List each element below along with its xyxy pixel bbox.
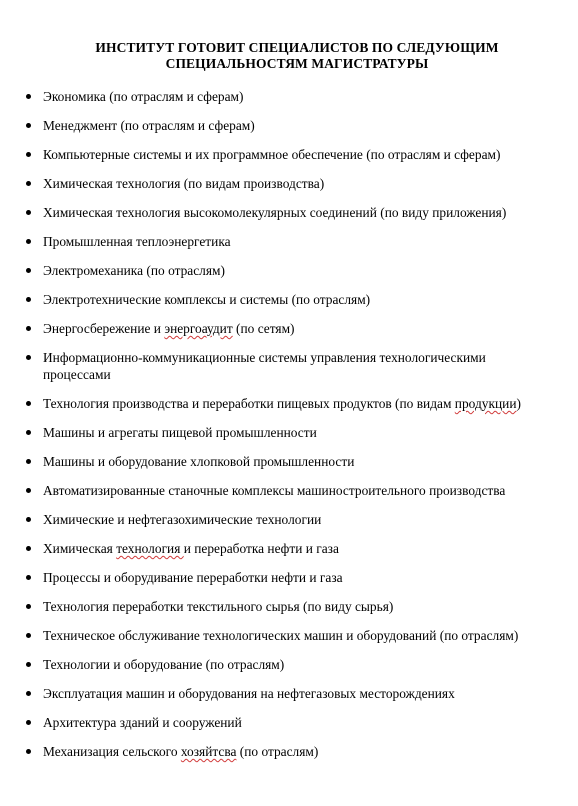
bullet-icon bbox=[26, 691, 31, 696]
specialty-text bbox=[43, 743, 318, 760]
bullet-icon bbox=[26, 268, 31, 273]
bullet-icon bbox=[26, 720, 31, 725]
specialty-text-part: Химическая bbox=[43, 541, 117, 556]
spellcheck-flagged-word: технология bbox=[116, 541, 184, 556]
specialty-text: Технологии и оборудование (по отраслям) bbox=[43, 657, 285, 672]
specialty-text: Автоматизированные станочные комплексы машиностроительного производства bbox=[43, 483, 506, 498]
specialty-text-part: (по сетям) bbox=[232, 321, 295, 336]
document-title-line-1: ИНСТИТУТ ГОТОВИТ СПЕЦИАЛИСТОВ ПО СЛЕДУЮЩИМ bbox=[95, 40, 499, 55]
specialty-text bbox=[43, 395, 521, 412]
specialty-text: Техническое обслуживание технологических машин и оборудований (по отраслям) bbox=[43, 628, 519, 643]
bullet-icon bbox=[26, 181, 31, 186]
specialty-text-part: Энергосбережение и bbox=[43, 321, 165, 336]
bullet-icon bbox=[26, 401, 31, 406]
specialty-text: Эксплуатация машин и оборудования на нефтегазовых месторождениях bbox=[43, 686, 455, 701]
bullet-icon bbox=[26, 575, 31, 580]
specialty-text-line-2: процессами bbox=[43, 367, 111, 382]
bullet-icon bbox=[26, 152, 31, 157]
specialty-text bbox=[43, 349, 486, 383]
specialty-text: Технология переработки текстильного сырья (по виду сырья) bbox=[43, 599, 394, 614]
specialty-text: Архитектура зданий и сооружений bbox=[43, 715, 242, 730]
specialty-text-part: Механизация сельского bbox=[43, 744, 181, 759]
specialty-text: Электротехнические комплексы и системы (по отраслям) bbox=[43, 292, 371, 307]
specialty-text-part: (по отраслям) bbox=[236, 744, 319, 759]
specialty-text: Экономика (по отраслям и сферам) bbox=[43, 89, 244, 104]
bullet-icon bbox=[26, 488, 31, 493]
document-title-line-2: СПЕЦИАЛЬНОСТЯМ МАГИСТРАТУРЫ bbox=[165, 56, 429, 71]
specialty-text-part: и переработка нефти и газа bbox=[183, 541, 339, 556]
specialty-text-part: ) bbox=[516, 396, 521, 411]
bullet-icon bbox=[26, 662, 31, 667]
bullet-icon bbox=[26, 749, 31, 754]
bullet-icon bbox=[26, 210, 31, 215]
bullet-icon bbox=[26, 297, 31, 302]
specialty-text: Машины и агрегаты пищевой промышленности bbox=[43, 425, 317, 440]
specialty-text: Химическая технология (по видам производства) bbox=[43, 176, 325, 191]
specialty-text: Менеджмент (по отраслям и сферам) bbox=[43, 118, 255, 133]
specialty-text-part: Технология производства и переработки пищевых продуктов (по видам bbox=[43, 396, 455, 411]
specialty-text bbox=[43, 540, 339, 557]
bullet-icon bbox=[26, 326, 31, 331]
specialty-text: Химические и нефтегазохимические технологии bbox=[43, 512, 322, 527]
bullet-icon bbox=[26, 123, 31, 128]
spellcheck-flagged-word: продукции bbox=[454, 396, 517, 411]
bullet-icon bbox=[26, 604, 31, 609]
bullet-icon bbox=[26, 94, 31, 99]
bullet-icon bbox=[26, 430, 31, 435]
bullet-icon bbox=[26, 459, 31, 464]
specialty-text: Машины и оборудование хлопковой промышленности bbox=[43, 454, 355, 469]
bullet-icon bbox=[26, 517, 31, 522]
bullet-icon bbox=[26, 633, 31, 638]
spellcheck-flagged-word: энергоаудит bbox=[164, 321, 233, 336]
specialty-text-line-1: Информационно-коммуникационные системы управления технологическими bbox=[43, 350, 486, 365]
specialty-text: Электромеханика (по отраслям) bbox=[43, 263, 225, 278]
specialty-text: Процессы и оборудивание переработки нефти и газа bbox=[43, 570, 343, 585]
specialty-text bbox=[43, 320, 295, 337]
specialty-text: Химическая технология высокомолекулярных соединений (по виду приложения) bbox=[43, 205, 507, 220]
spellcheck-flagged-word: хозяйтсва bbox=[180, 744, 237, 759]
specialty-text: Промышленная теплоэнергетика bbox=[43, 234, 231, 249]
bullet-icon bbox=[26, 355, 31, 360]
bullet-icon bbox=[26, 239, 31, 244]
specialty-text: Компьютерные системы и их программное обеспечение (по отраслям и сферам) bbox=[43, 147, 501, 162]
bullet-icon bbox=[26, 546, 31, 551]
